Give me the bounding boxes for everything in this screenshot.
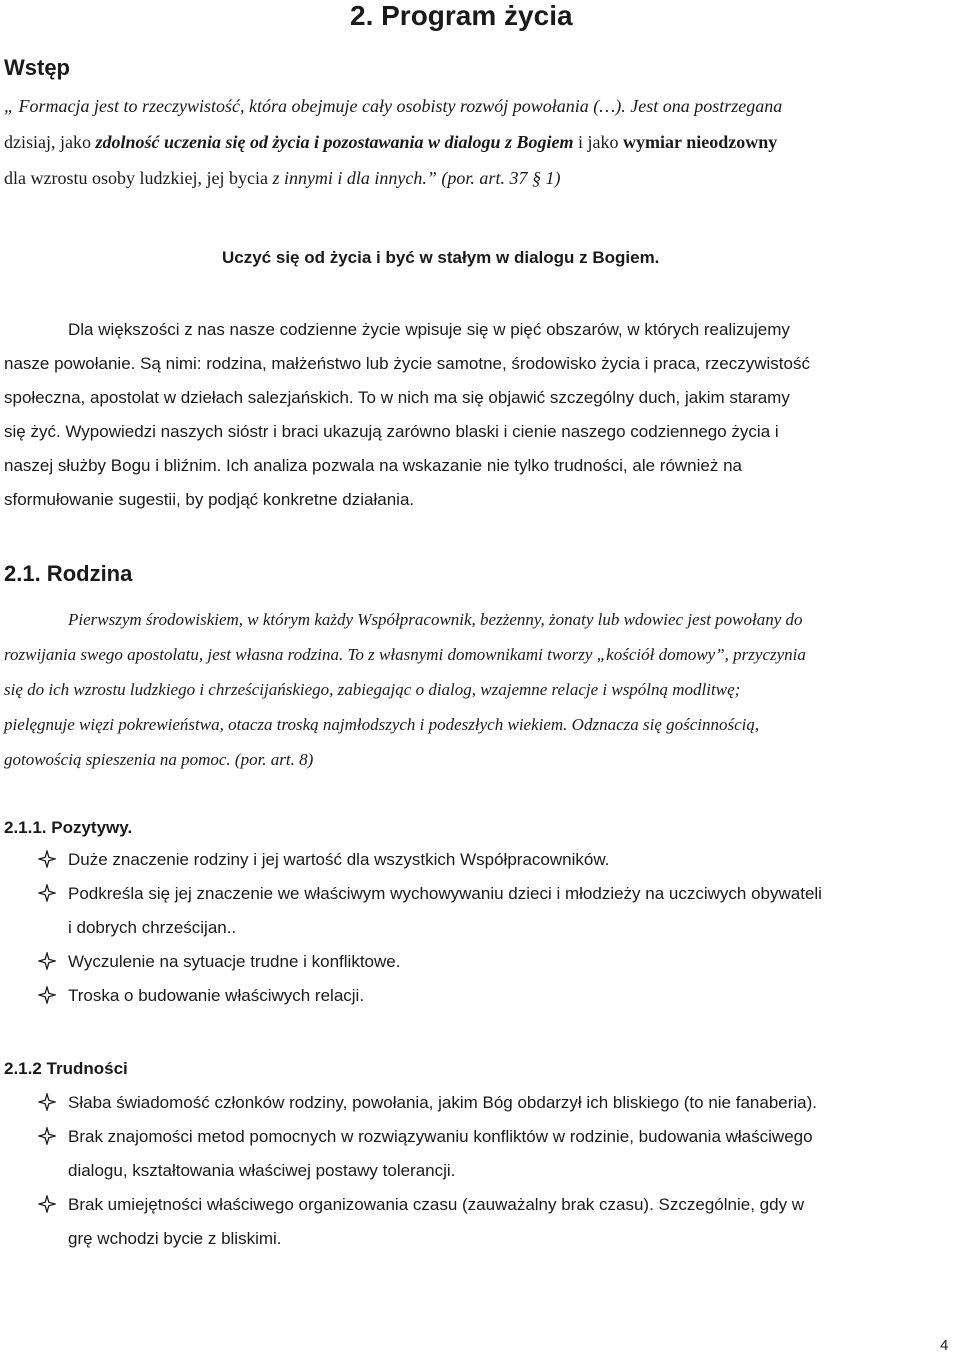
diamond-bullet-icon (38, 1093, 56, 1111)
quote-line: Pierwszym środowiskiem, w którym każdy Współpracownik, bezżenny, żonaty lub wdowiec jest powołany do (68, 610, 803, 629)
paragraph-line: naszej służby Bogu i bliźnim. Ich analiza pozwala na wskazanie nie tylko trudności, ale również na (4, 456, 742, 475)
paragraph-line: Dla większości z nas nasze codzienne życie wpisuje się w pięć obszarów, w których realizujemy (68, 320, 790, 339)
diamond-bullet-icon (38, 1195, 56, 1213)
page-title: 2. Program życia (350, 0, 573, 31)
list-item: Słaba świadomość członków rodziny, powołania, jakim Bóg obdarzył ich bliskiego (to nie fanaberia). (38, 1086, 958, 1120)
diamond-bullet-icon (38, 884, 56, 902)
intro-line-2: dzisiaj, jako zdolność uczenia się od życia i pozostawania w dialogu z Bogiem i jako wymiar nieodzowny (4, 132, 778, 152)
quote-line: pielęgnuje więzi pokrewieństwa, otacza troską najmłodszych i podeszłych wiekiem. Odznacza się gościnnością, (4, 715, 760, 734)
list-item: Wyczulenie na sytuacje trudne i konfliktowe. (38, 945, 958, 979)
list-item: Troska o budowanie właściwych relacji. (38, 979, 958, 1013)
section-heading-pozytywy: 2.1.1. Pozytywy. (4, 818, 133, 837)
paragraph-line: nasze powołanie. Są nimi: rodzina, małżeństwo lub życie samotne, środowisko życia i praca, rzeczywistość (4, 354, 810, 373)
list-item: Podkreśla się jej znaczenie we właściwym wychowywaniu dzieci i młodzieży na uczciwych obywateli i dobrych chrześcijan.. (38, 877, 958, 945)
quote-line: się do ich wzrostu ludzkiego i chrześcijańskiego, zabiegając o dialog, wzajemne relacje i wspólną modlitwę; (4, 680, 741, 699)
list-item: Duże znaczenie rodziny i jej wartość dla wszystkich Współpracowników. (38, 843, 958, 877)
intro-line-1: „ Formacja jest to rzeczywistość, która obejmuje cały osobisty rozwój powołania (…). Jest ona postrzegana (4, 96, 783, 116)
quote-line: rozwijania swego apostolatu, jest własna rodzina. To z własnymi domownikami tworzy „kościół domowy”, przyczynia (4, 645, 806, 664)
rodzina-quote (4, 602, 959, 777)
intro-line-3: dla wzrostu osoby ludzkiej, jej bycia z innymi i dla innych.” (por. art. 37 § 1) (4, 168, 561, 188)
paragraph-line: sformułowanie sugestii, by podjąć konkretne działania. (4, 490, 415, 509)
section-heading-trudnosci: 2.1.2 Trudności (4, 1059, 128, 1078)
paragraph-line: się żyć. Wypowiedzi naszych sióstr i braci ukazują zarówno blaski i cienie naszego codziennego życia i (4, 422, 779, 441)
intro-heading: Wstęp (4, 55, 70, 80)
intro-paragraph (4, 313, 959, 517)
quote-line: gotowością spieszenia na pomoc. (por. art. 8) (4, 750, 314, 769)
diamond-bullet-icon (38, 1127, 56, 1145)
section-heading-rodzina: 2.1. Rodzina (4, 561, 133, 586)
trudnosci-list (38, 1086, 958, 1256)
list-item: Brak znajomości metod pomocnych w rozwiązywaniu konfliktów w rodzinie, budowania właściwego dialogu, kształtowania właściwej postawy tolerancji. (38, 1120, 958, 1188)
motto: Uczyć się od życia i być w stałym w dialogu z Bogiem. (222, 248, 660, 267)
diamond-bullet-icon (38, 850, 56, 868)
diamond-bullet-icon (38, 986, 56, 1004)
intro-quote (4, 88, 954, 196)
diamond-bullet-icon (38, 952, 56, 970)
section-sign: § (531, 168, 541, 188)
page-number: 4 (940, 1337, 949, 1354)
paragraph-line: społeczna, apostolat w dziełach salezjańskich. To w nich ma się objawić szczególny duch, jakim staramy (4, 388, 790, 407)
pozytywy-list (38, 843, 958, 1013)
list-item: Brak umiejętności właściwego organizowania czasu (zauważalny brak czasu). Szczególnie, gdy w grę wchodzi bycie z bliskimi. (38, 1188, 958, 1256)
